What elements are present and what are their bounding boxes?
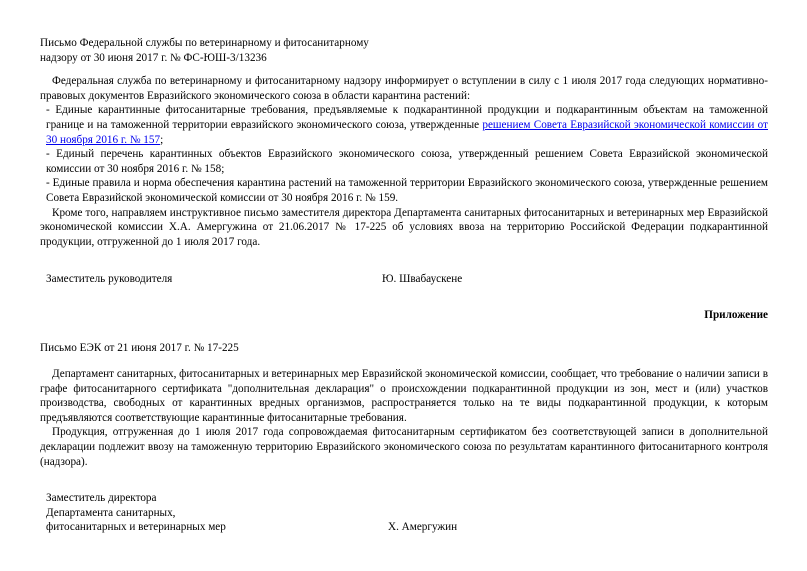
document [40,36,768,535]
signer2-name: Х. Амергужин [388,521,458,534]
intro-paragraph: Федеральная служба по ветеринарному и фитосанитарному надзору информирует о вступлении в силу с 1 июля 2017 года следующих нормативно-правовых документов Евразийского экономического союза в области карантина растений: [40,75,768,102]
signer2-line-2: Департамента санитарных, [46,506,176,519]
title-line-1: Письмо Федеральной службы по ветеринарному и фитосанитарному [40,37,369,49]
title-line-2: надзору от 30 июня 2017 г. № ФС-ЮШ-3/13236 [40,51,267,64]
list-item-3: - Единые правила и норма обеспечения карантина растений на таможенной территории Евразийского экономического союза, утвержденные решением Совета Евразийской экономической комиссии от 30 ноября 2016 г. № 159. [46,177,768,204]
signer-name: Ю. Швабаускене [382,273,463,286]
list-item-2: - Единый перечень карантинных объектов Евразийского экономического союза, утвержденный решением Совета Евразийской экономической комиссии от 30 ноября 2016 г. № 158; [46,148,768,175]
appendix-letter-title: Письмо ЕЭК от 21 июня 2017 г. № 17-225 [40,341,239,354]
signature-block-1 [40,272,768,287]
paragraph-2: Кроме того, направляем инструктивное письмо заместителя директора Департамента санитарных фитосанитарных и ветеринарных мер Евразийской экономической комиссии Х.А. Амергужина от 21.06.2017 № 17-225 об условиях ввоза на территорию Российской Федерации подкарантинной продукции, отгруженной до 1 июля 2017 года. [40,206,768,248]
appendix-label: Приложение [704,308,768,321]
decision-157-link[interactable]: решением Совета Евразийской экономической комиссии от 30 ноября 2016 г. № 157 [46,118,769,146]
signer2-line-1: Заместитель директора [46,492,157,505]
list-item-1 [40,103,768,147]
signature-block-2 [40,491,768,535]
list-item-1-end: ; [160,133,164,146]
appendix-paragraph-2: Продукция, отгруженная до 1 июля 2017 года сопровождаемая фитосанитарным сертификатом без соответствующей записи в дополнительной декларации подлежит ввозу на таможенную территорию Евразийского экономического союза по результатам карантинного фитосанитарного контроля (надзора). [40,426,768,468]
appendix-paragraph-1: Департамент санитарных, фитосанитарных и ветеринарных мер Евразийской экономической комиссии, сообщает, что требование о наличии записи в графе фитосанитарного сертификата "дополнительная декларация" о происхождении подкарантинной продукции из зон, мест и (или) участков производства, свободных от карантинных вредных организмов, распространяется только на те виды подкарантинной продукции, к которым предъявляются соответствующие карантинные фитосанитарные требования. [40,368,768,424]
list-item-1-text: - Единые карантинные фитосанитарные требования, предъявляемые к подкарантинной продукции и подкарантинным объектам на таможенной границе и на таможенной территории евразийского экономического союза, утвержденные [46,104,768,131]
signer2-line-3: фитосанитарных и ветеринарных мер [46,521,226,534]
signer-role: Заместитель руководителя [46,273,173,286]
document-title [40,36,768,65]
